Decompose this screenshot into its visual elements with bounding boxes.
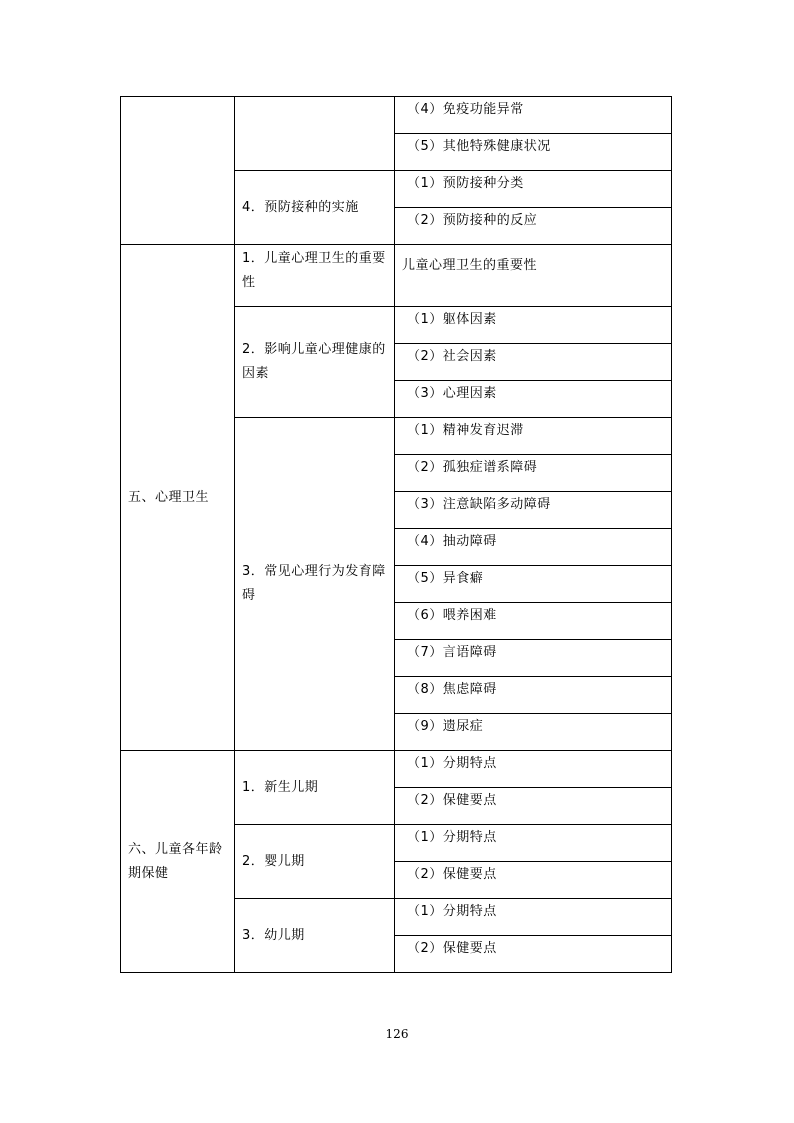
item-cell: （1）分期特点	[395, 899, 672, 936]
section-cell: 六、儿童各年龄期保健	[121, 751, 235, 973]
unit-cell: 1．儿童心理卫生的重要性	[235, 245, 395, 307]
item-cell: （2）保健要点	[395, 936, 672, 973]
item-cell: （3）注意缺陷多动障碍	[395, 492, 672, 529]
unit-cell: 3．幼儿期	[235, 899, 395, 973]
item-cell: （3）心理因素	[395, 381, 672, 418]
item-cell: （4）免疫功能异常	[395, 97, 672, 134]
item-cell: （2）社会因素	[395, 344, 672, 381]
item-cell: （1）躯体因素	[395, 307, 672, 344]
unit-cell: 3．常见心理行为发育障碍	[235, 418, 395, 751]
table-row	[121, 245, 672, 307]
item-cell: （1）分期特点	[395, 825, 672, 862]
item-cell: （5）异食癖	[395, 566, 672, 603]
item-cell: （2）预防接种的反应	[395, 208, 672, 245]
unit-cell: 1．新生儿期	[235, 751, 395, 825]
item-cell: （2）保健要点	[395, 788, 672, 825]
item-cell: （1）分期特点	[395, 751, 672, 788]
section-cell-continued	[121, 97, 235, 245]
unit-cell-continued	[235, 97, 395, 171]
item-cell: （1）预防接种分类	[395, 171, 672, 208]
item-cell: （1）精神发育迟滞	[395, 418, 672, 455]
item-cell: （6）喂养困难	[395, 603, 672, 640]
section-cell: 五、心理卫生	[121, 245, 235, 751]
table-row	[121, 97, 672, 134]
item-cell: （2）保健要点	[395, 862, 672, 899]
item-cell: （7）言语障碍	[395, 640, 672, 677]
unit-cell: 4．预防接种的实施	[235, 171, 395, 245]
item-cell: （4）抽动障碍	[395, 529, 672, 566]
syllabus-table	[120, 96, 672, 973]
item-cell: 儿童心理卫生的重要性	[395, 245, 672, 307]
unit-cell: 2．影响儿童心理健康的因素	[235, 307, 395, 418]
item-cell: （2）孤独症谱系障碍	[395, 455, 672, 492]
page-number: 126	[385, 1027, 409, 1041]
unit-cell: 2．婴儿期	[235, 825, 395, 899]
item-cell: （8）焦虑障碍	[395, 677, 672, 714]
item-cell: （5）其他特殊健康状况	[395, 134, 672, 171]
table-row	[121, 751, 672, 788]
item-cell: （9）遗尿症	[395, 714, 672, 751]
